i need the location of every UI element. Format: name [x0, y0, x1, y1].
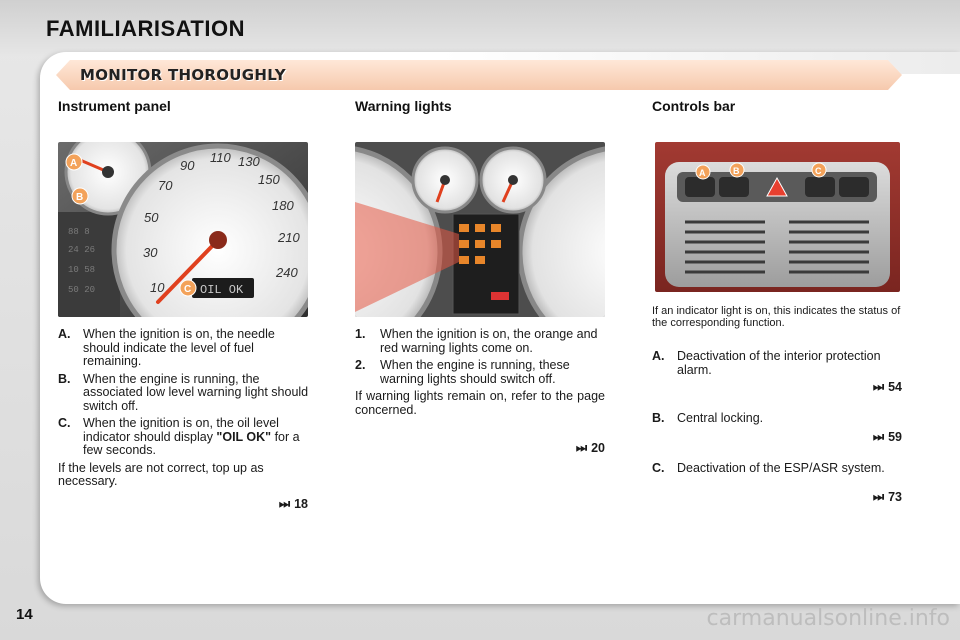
instrument-panel-title: Instrument panel [58, 98, 171, 114]
list-item [355, 328, 605, 355]
controls-item-a [652, 350, 902, 381]
oil-display: OIL OK [200, 283, 244, 297]
reference-page: 20 [591, 441, 605, 455]
item-label: C. [58, 416, 71, 430]
reference-arrow-icon: ⏭ [278, 497, 291, 511]
note-text: If warning lights remain on, refer to the page concerned. [355, 389, 605, 417]
item-text: When the ignition is on, the orange and red warning lights come on. [380, 327, 598, 355]
list-item [58, 373, 310, 414]
svg-text:50 20: 50 20 [68, 285, 96, 295]
reference-page: 54 [888, 380, 902, 394]
tick-10: 10 [150, 280, 165, 295]
tick-110: 110 [210, 150, 231, 165]
tick-210: 210 [278, 230, 300, 245]
item-text [83, 417, 310, 458]
item-text: Deactivation of the interior protection alarm. [677, 349, 881, 377]
controls-item-c [652, 462, 902, 480]
controls-callout-a: A [699, 168, 706, 178]
tick-180: 180 [272, 198, 294, 213]
reference-arrow-icon: ⏭ [872, 380, 885, 394]
page-reference-18[interactable] [250, 497, 308, 512]
page-number: 14 [16, 606, 33, 623]
tick-150: 150 [258, 172, 280, 187]
page-reference-59[interactable] [842, 430, 902, 445]
warning-lights-title: Warning lights [355, 98, 452, 114]
item-label: B. [58, 371, 71, 386]
tick-30: 30 [143, 245, 158, 260]
callout-b: B [76, 192, 84, 203]
controls-callout-b: B [733, 166, 740, 176]
reference-page: 59 [888, 430, 902, 444]
callout-c: C [184, 284, 192, 295]
note-text: If the levels are not correct, top up as necessary. [58, 460, 264, 488]
controls-bar-title: Controls bar [652, 98, 736, 114]
reference-page: 73 [888, 490, 902, 504]
page-reference-54[interactable] [842, 380, 902, 395]
tick-240: 240 [276, 265, 298, 280]
warning-lights-text [355, 328, 605, 417]
tick-70: 70 [158, 178, 173, 193]
tick-90: 90 [180, 158, 195, 173]
item-text-after: for a few seconds. [83, 429, 300, 457]
item-text: Central locking. [677, 411, 764, 425]
item-text-bold: "OIL OK" [216, 429, 272, 444]
item-label: A. [652, 349, 665, 363]
list-item [652, 412, 902, 426]
item-text: When the ignition is on, the needle should indicate the level of fuel remaining. [83, 327, 275, 368]
list-item [652, 462, 902, 476]
callout-a: A [70, 158, 78, 169]
page-title: FAMILIARISATION [46, 16, 245, 41]
controls-intro: If an indicator light is on, this indicates the status of the corresponding function. [652, 305, 901, 329]
svg-text:10 58: 10 58 [68, 265, 96, 275]
list-item [58, 328, 310, 369]
svg-text:24 26: 24 26 [68, 245, 96, 255]
reference-page: 18 [294, 497, 308, 511]
item-text-before: When the ignition is on, the oil level indicator should display [83, 416, 279, 444]
controls-bar-photo [655, 142, 900, 292]
warning-lights-photo [355, 142, 605, 317]
tick-50: 50 [144, 210, 159, 225]
item-label: 1. [355, 327, 366, 341]
item-label: 2. [355, 358, 366, 372]
item-label: B. [652, 411, 665, 425]
page-reference-20[interactable] [545, 441, 605, 456]
item-text: When the engine is running, the associated low level warning light should switch off. [83, 371, 309, 413]
reference-arrow-icon: ⏭ [575, 441, 588, 455]
svg-text:88 8: 88 8 [68, 227, 90, 237]
tick-130: 130 [238, 154, 260, 169]
item-text: When the engine is running, these warning lights should switch off. [380, 358, 570, 386]
controls-item-b [652, 412, 902, 430]
list-item [652, 350, 902, 377]
list-item [58, 417, 310, 458]
list-item [355, 359, 605, 386]
instrument-panel-text [58, 328, 310, 489]
item-label: A. [58, 327, 71, 341]
watermark: carmanualsonline.info [706, 606, 950, 631]
item-label: C. [652, 461, 665, 475]
item-text: Deactivation of the ESP/ASR system. [677, 461, 885, 475]
controls-callout-c: C [815, 166, 822, 176]
instrument-panel-photo [58, 142, 308, 317]
reference-arrow-icon: ⏭ [872, 430, 885, 444]
banner-title: MONITOR THOROUGHLY [80, 66, 286, 84]
reference-arrow-icon: ⏭ [872, 490, 885, 504]
page-reference-73[interactable] [842, 490, 902, 505]
